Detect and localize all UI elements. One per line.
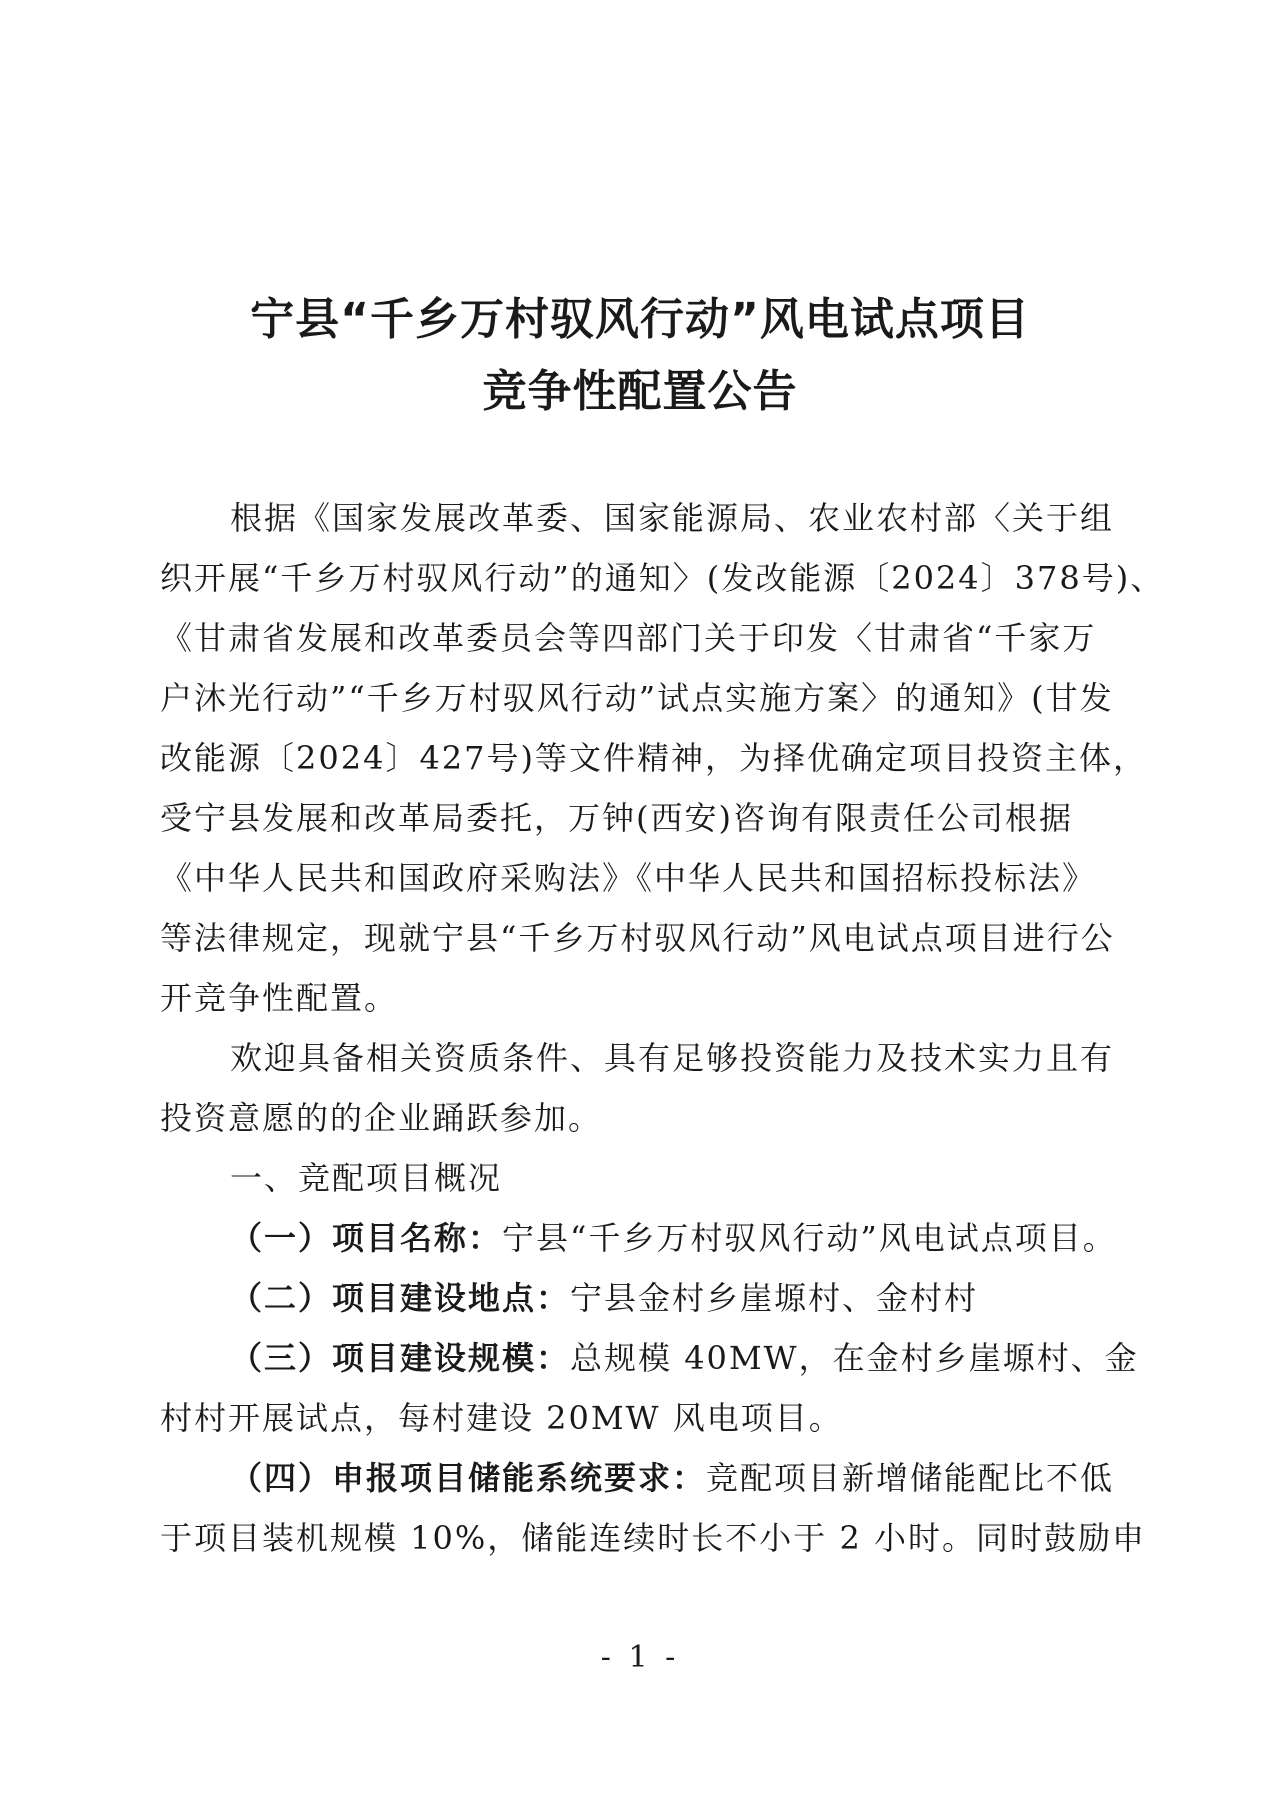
item1-project-name [160,1208,1120,1268]
document-body [160,488,1165,1568]
intro-line: 《中华人民共和国政府采购法》《中华人民共和国招标投标法》 [160,859,1097,897]
item4-text-line1: 竞配项目新增储能配比不低 [706,1459,1115,1497]
item3-text-line1: 总规模 40MW，在金村乡崖塬村、金 [570,1339,1139,1377]
item3-scale [160,1328,1139,1448]
item3-text-line2: 村村开展试点，每村建设 20MW 风电项目。 [160,1399,843,1437]
intro-line: 等法律规定，现就宁县“千乡万村驭风行动”风电试点项目进行公 [160,919,1115,957]
intro-line: 受宁县发展和改革局委托，万钟(西安)咨询有限责任公司根据 [160,799,1073,837]
item4-label: （四）申报项目储能系统要求： [230,1459,707,1497]
intro-line: 户沐光行动”“千乡万村驭风行动”试点实施方案〉的通知》(甘发 [160,679,1114,717]
item2-text: 宁县金村乡崖塬村、金村村 [570,1279,979,1317]
item2-label: （二）项目建设地点： [230,1279,571,1317]
welcome-line: 欢迎具备相关资质条件、具有足够投资能力及技术实力且有 [230,1039,1115,1077]
intro-line: 改能源〔2024〕427号)等文件精神，为择优确定项目投资主体， [160,739,1148,777]
item1-label: （一）项目名称： [230,1219,503,1257]
welcome-line: 投资意愿的的企业踊跃参加。 [160,1099,603,1137]
item3-label: （三）项目建设规模： [230,1339,571,1377]
intro-line: 《甘肃省发展和改革委员会等四部门关于印发〈甘肃省“千家万 [160,619,1097,657]
document-title-line1: 宁县“千乡万村驭风行动”风电试点项目 [250,294,1030,345]
intro-line: 织开展“千乡万村驭风行动”的通知〉(发改能源〔2024〕378号)、 [160,559,1165,597]
intro-line: 根据《国家发展改革委、国家能源局、农业农村部〈关于组 [230,499,1115,537]
page-number: - 1 - [600,1640,680,1675]
item4-storage-requirements [160,1448,1147,1568]
intro-line: 开竞争性配置。 [160,979,399,1017]
welcome-paragraph [160,1028,1120,1148]
item1-text: 宁县“千乡万村驭风行动”风电试点项目。 [502,1219,1117,1257]
item2-location [160,1268,1120,1328]
document-title-line2: 竞争性配置公告 [482,366,798,417]
section1-heading: 一、竞配项目概况 [230,1159,503,1197]
item4-text-line2: 于项目装机规模 10%，储能连续时长不小于 2 小时。同时鼓励申 [160,1519,1147,1557]
intro-paragraph [160,488,1165,1028]
